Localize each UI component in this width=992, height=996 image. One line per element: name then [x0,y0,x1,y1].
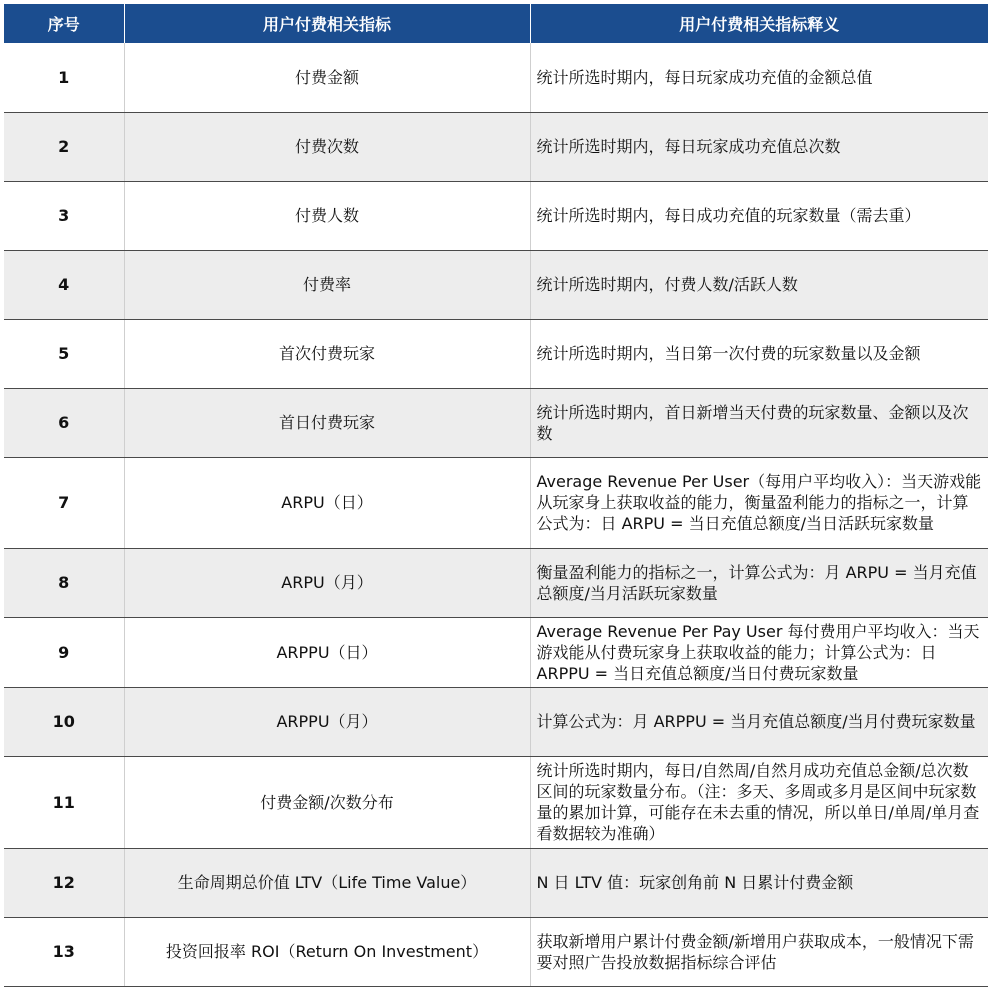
row-definition: 统计所选时期内，首日新增当天付费的玩家数量、金额以及次数 [530,388,988,457]
row-metric: 生命周期总价值 LTV（Life Time Value） [124,848,530,917]
row-definition: 统计所选时期内，每日/自然周/自然月成功充值总金额/总次数区间的玩家数量分布。（注：多天、多周或多月是区间中玩家数量的累加计算，可能存在未去重的情况，所以单日/单周/单月查看数据较为准确） [530,756,988,848]
row-index: 8 [4,548,124,617]
row-metric: ARPPU（日） [124,617,530,687]
table-row [4,457,988,548]
row-index: 1 [4,43,124,112]
row-metric: 投资回报率 ROI（Return On Investment） [124,917,530,986]
table-row [4,319,988,388]
row-definition: 统计所选时期内，每日玩家成功充值的金额总值 [530,43,988,112]
row-definition: N 日 LTV 值：玩家创角前 N 日累计付费金额 [530,848,988,917]
row-index: 10 [4,687,124,756]
row-index: 7 [4,457,124,548]
row-index: 12 [4,848,124,917]
row-metric: 付费金额/次数分布 [124,756,530,848]
row-metric: ARPPU（月） [124,687,530,756]
row-definition: 衡量盈利能力的指标之一，计算公式为：月 ARPU = 当月充值总额度/当月活跃玩家数量 [530,548,988,617]
row-metric: 付费金额 [124,43,530,112]
table-header [4,4,988,43]
row-metric: 付费次数 [124,112,530,181]
row-metric: 付费人数 [124,181,530,250]
table-row [4,917,988,986]
row-metric: 首次付费玩家 [124,319,530,388]
row-index: 13 [4,917,124,986]
table-row [4,388,988,457]
row-index: 9 [4,617,124,687]
row-definition: 统计所选时期内，当日第一次付费的玩家数量以及金额 [530,319,988,388]
header-index: 序号 [4,4,124,43]
row-index: 6 [4,388,124,457]
row-definition: 获取新增用户累计付费金额/新增用户获取成本，一般情况下需要对照广告投放数据指标综合评估 [530,917,988,986]
row-index: 4 [4,250,124,319]
table-row [4,756,988,848]
row-index: 2 [4,112,124,181]
header-metric: 用户付费相关指标 [124,4,530,43]
row-index: 5 [4,319,124,388]
row-index: 3 [4,181,124,250]
table-row [4,848,988,917]
row-definition: 统计所选时期内，付费人数/活跃人数 [530,250,988,319]
table-row [4,548,988,617]
row-metric: 付费率 [124,250,530,319]
row-definition: 计算公式为：月 ARPPU = 当月充值总额度/当月付费玩家数量 [530,687,988,756]
header-definition: 用户付费相关指标释义 [530,4,988,43]
row-metric: ARPU（日） [124,457,530,548]
row-definition: Average Revenue Per User（每用户平均收入）：当天游戏能从玩家身上获取收益的能力，衡量盈利能力的指标之一，计算公式为：日 ARPU = 当日充值总额度/当日活跃玩家数量 [530,457,988,548]
row-metric: ARPU（月） [124,548,530,617]
table-row [4,617,988,687]
row-metric: 首日付费玩家 [124,388,530,457]
header-row [4,4,988,43]
row-definition: 统计所选时期内，每日成功充值的玩家数量（需去重） [530,181,988,250]
row-definition: 统计所选时期内，每日玩家成功充值总次数 [530,112,988,181]
row-index: 11 [4,756,124,848]
table-body [4,43,988,986]
table-row [4,112,988,181]
payment-metrics-table [4,4,988,987]
table-row [4,687,988,756]
table-row [4,43,988,112]
table-row [4,250,988,319]
row-definition: Average Revenue Per Pay User 每付费用户平均收入：当天游戏能从付费玩家身上获取收益的能力；计算公式为：日 ARPPU = 当日充值总额度/当日付费玩家数量 [530,617,988,687]
table-row [4,181,988,250]
